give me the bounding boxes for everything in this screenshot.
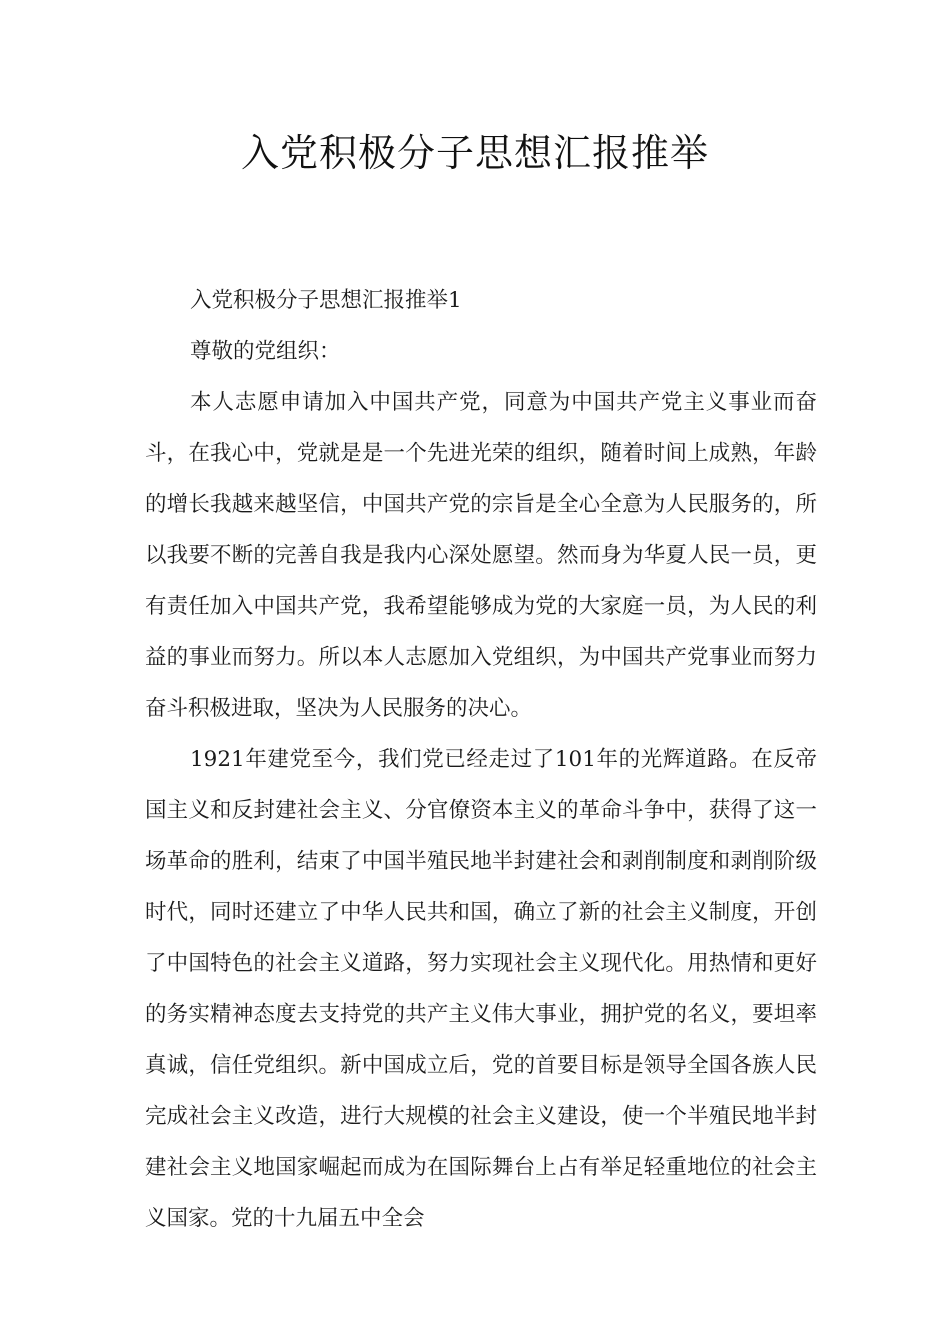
document-body xyxy=(145,275,817,1244)
body-paragraph-2: 1921年建党至今，我们党已经走过了101年的光辉道路。在反帝国主义和反封建社会主义、分官僚资本主义的革命斗争中，获得了这一场革命的胜利，结束了中国半殖民地半封建社会和剥削制度和剥削阶级时代，同时还建立了中华人民共和国，确立了新的社会主义制度，开创了中国特色的社会主义道路，努力实现社会主义现代化。用热情和更好的务实精神态度去支持党的共产主义伟大事业，拥护党的名义，要坦率真诚，信任党组织。新中国成立后，党的首要目标是领导全国各族人民完成社会主义改造，进行大规模的社会主义建设，使一个半殖民地半封建社会主义地国家崛起而成为在国际舞台上占有举足轻重地位的社会主义国家。党的十九届五中全会 xyxy=(145,747,817,1231)
document-title: 入党积极分子思想汇报推举 xyxy=(240,131,709,175)
salutation: 尊敬的党组织： xyxy=(190,339,341,364)
body-paragraph-1: 本人志愿申请加入中国共产党，同意为中国共产党主义事业而奋斗，在我心中，党就是是一个先进光荣的组织，随着时间上成熟，年龄的增长我越来越坚信，中国共产党的宗旨是全心全意为人民服务的，所以我要不断的完善自我是我内心深处愿望。然而身为华夏人民一员，更有责任加入中国共产党，我希望能够成为党的大家庭一员，为人民的利益的事业而努力。所以本人志愿加入党组织，为中国共产党事业而努力奋斗积极进取，坚决为人民服务的决心。 xyxy=(145,390,817,721)
section-heading: 入党积极分子思想汇报推举1 xyxy=(190,288,462,313)
